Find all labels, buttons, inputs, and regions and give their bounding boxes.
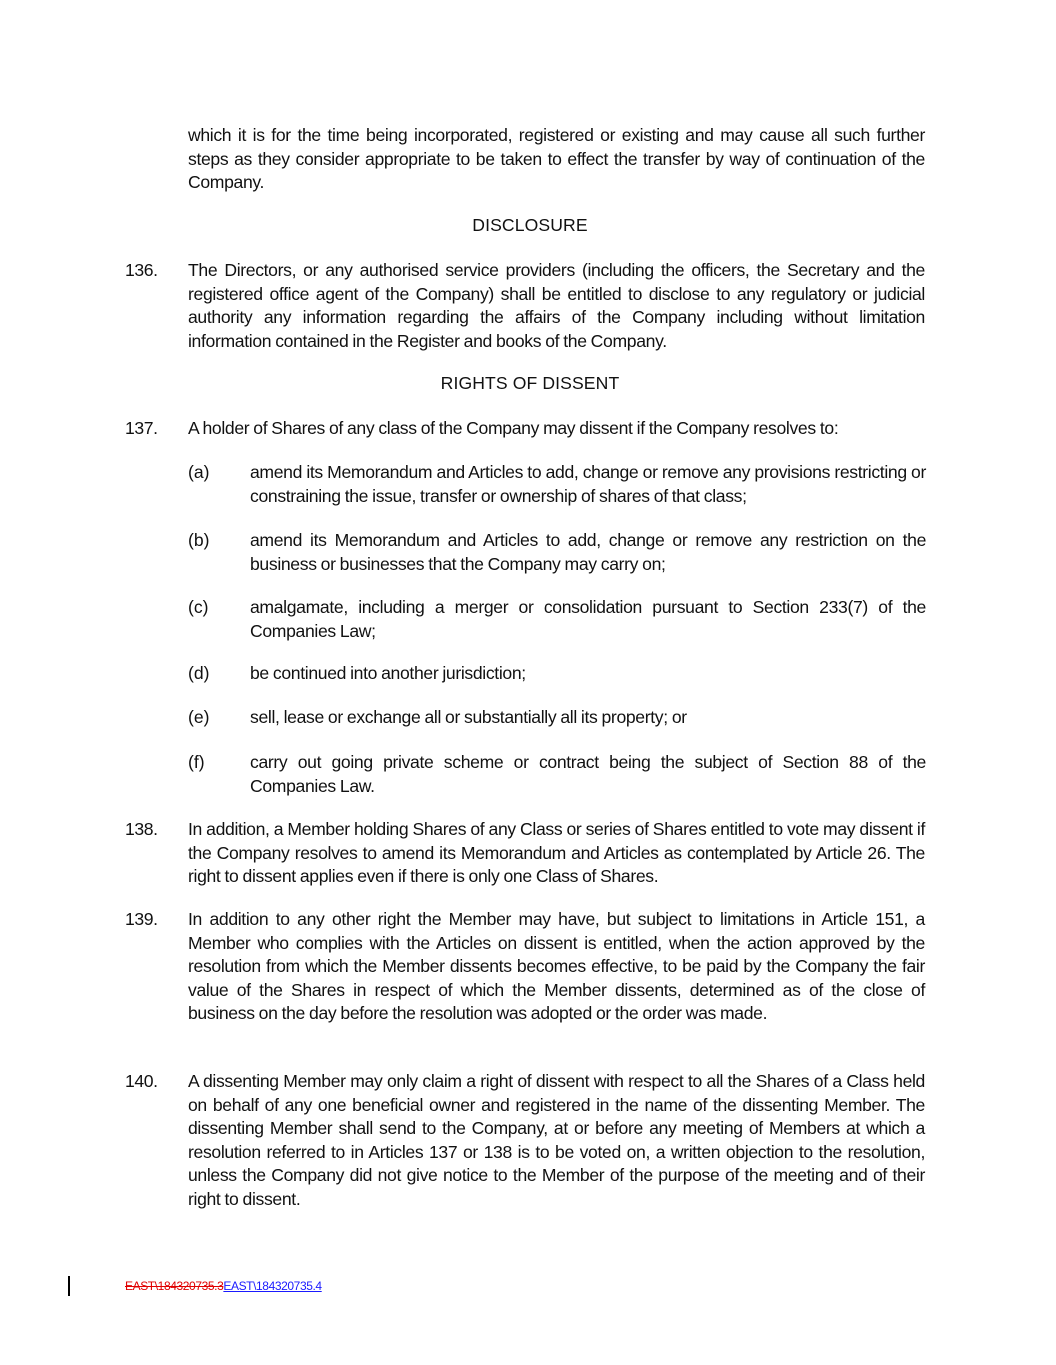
article-number: 139. (125, 909, 158, 929)
item-label: (d) (188, 663, 210, 683)
item-label: (f) (188, 752, 205, 772)
article-text: In addition, a Member holding Shares of any Class or series of Shares entitled to vote may dissent if the Company resolves to amend its Memorandum and Articles as contemplated by Article 26. The right to dissent applies even if there is only one Class of Shares. (188, 819, 925, 886)
heading-rights-of-dissent: RIGHTS OF DISSENT (440, 373, 620, 393)
article-number: 140. (125, 1071, 158, 1091)
article-text: A dissenting Member may only claim a right of dissent with respect to all the Shares of a Class held on behalf of any one beneficial owner and registered in the name of the dissenting Member. The dissenting Member shall send to the Company, at or before any meeting of Members at which a resolution referred to in Articles 137 or 138 is to be voted on, a written objection to the resolution, unless the Company did not give notice to the Member of the purpose of the meeting and of their right to dissent. (188, 1071, 925, 1209)
article-number: 137. (125, 418, 158, 438)
item-text: amend its Memorandum and Articles to add, change or remove any provisions restricting or constraining the issue, transfer or ownership of shares of that class; (250, 462, 926, 506)
footer-inserted-id: EAST\184320735.4 (223, 1279, 322, 1293)
article-number: 136. (125, 260, 158, 280)
heading-disclosure: DISCLOSURE (472, 215, 588, 235)
item-text: amend its Memorandum and Articles to add, change or remove any restriction on the business or businesses that the Company may carry on; (250, 530, 926, 574)
item-label: (c) (188, 597, 209, 617)
item-label: (e) (188, 707, 210, 727)
item-label: (a) (188, 462, 210, 482)
article-text: In addition to any other right the Member may have, but subject to limitations in Article 151, a Member who complies with the Articles on dissent is entitled, when the action approved by the resolution from which the Member dissents becomes effective, to be paid by the Company the fair value of the Shares in respect of which the Member dissents, determined as of the close of business on the day before the resolution was adopted or the order was made. (188, 909, 925, 1023)
continuation-paragraph: which it is for the time being incorporated, registered or existing and may cause all such further steps as they consider appropriate to be taken to effect the transfer by way of continuation of the Company. (188, 125, 925, 192)
item-text: sell, lease or exchange all or substantially all its property; or (250, 707, 687, 727)
footer-deleted-id: EAST\184320735.3 (125, 1279, 224, 1293)
item-text: carry out going private scheme or contract being the subject of Section 88 of the Companies Law. (250, 752, 926, 796)
revision-change-bar (68, 1276, 70, 1296)
item-label: (b) (188, 530, 210, 550)
item-text: be continued into another jurisdiction; (250, 663, 526, 683)
document-footer-id (125, 1279, 322, 1293)
article-text: The Directors, or any authorised service providers (including the officers, the Secretary and the registered office agent of the Company) shall be entitled to disclose to any regulatory or judicial authority any information regarding the affairs of the Company including without limitation information contained in the Register and books of the Company. (188, 260, 925, 351)
article-number: 138. (125, 819, 158, 839)
item-text: amalgamate, including a merger or consolidation pursuant to Section 233(7) of the Companies Law; (250, 597, 926, 641)
article-text: A holder of Shares of any class of the Company may dissent if the Company resolves to: (188, 418, 839, 438)
